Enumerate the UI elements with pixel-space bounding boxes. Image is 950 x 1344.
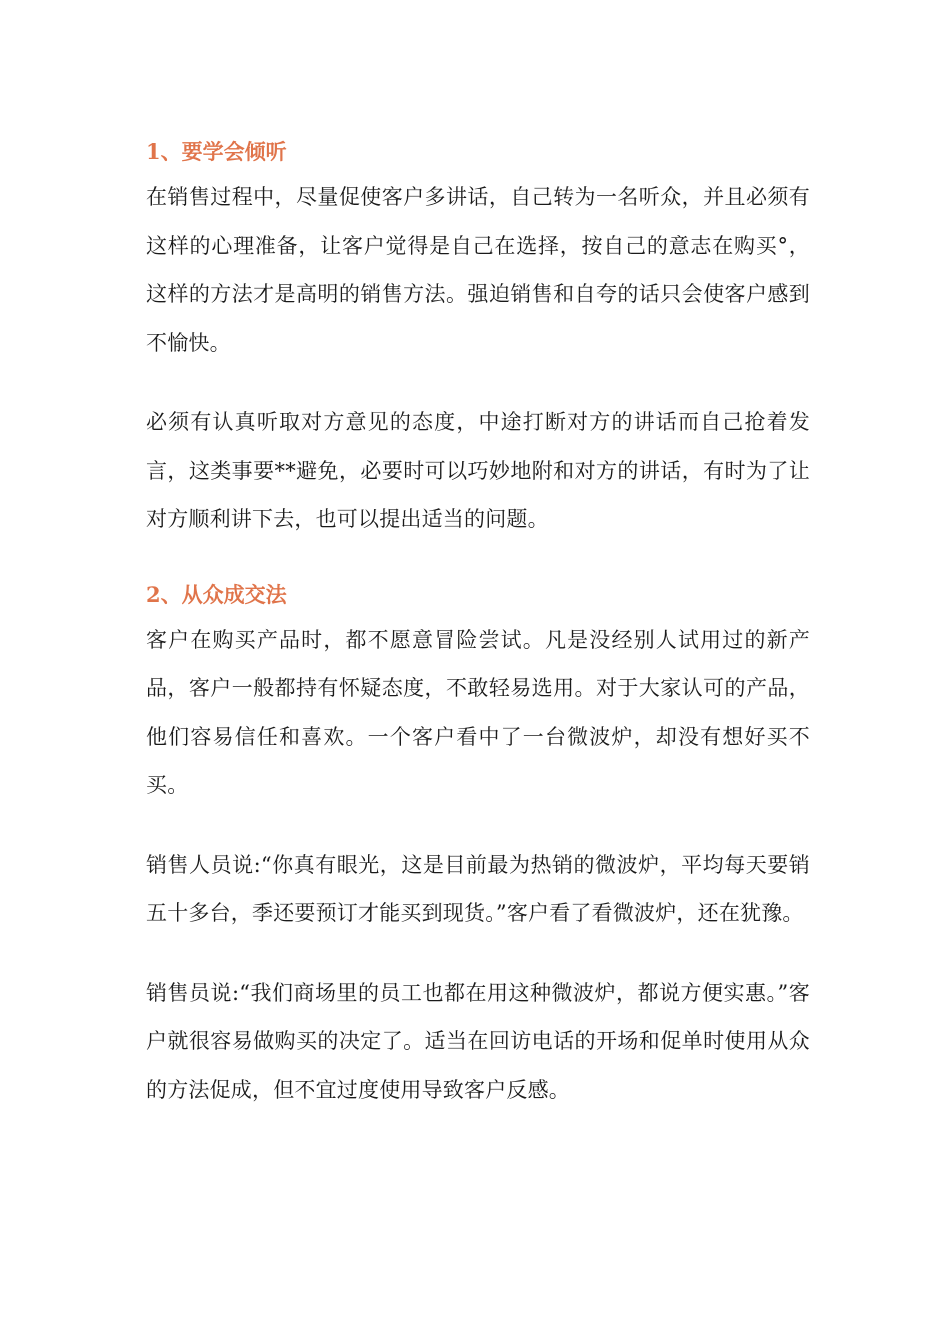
section-listening	[146, 132, 810, 544]
paragraph: 销售员说:“我们商场里的员工也都在用这种微波炉，都说方便实惠。”客户就很容易做购买的决定了。适当在回访电话的开场和促单时使用从众的方法促成，但不宜过度使用导致客户反感。	[146, 980, 810, 1102]
paragraph: 在销售过程中，尽量促使客户多讲话，自己转为一名听众，并且必须有这样的心理准备，让客户觉得是自己在选择，按自己的意志在购买°，这样的方法才是高明的销售方法。强迫销售和自夸的话只会使客户感到不愉快。	[146, 185, 810, 355]
section-herd-closing	[146, 575, 810, 1115]
paragraph: 客户在购买产品时，都不愿意冒险尝试。凡是没经别人试用过的新产品，客户一般都持有怀疑态度，不敢轻易选用。对于大家认可的产品，他们容易信任和喜欢。一个客户看中了一台微波炉，却没有想好买不买。	[146, 627, 810, 797]
section-heading: 1、要学会倾听	[146, 139, 287, 164]
paragraph: 必须有认真听取对方意见的态度，中途打断对方的讲话而自己抢着发言，这类事要**避免，必要时可以巧妙地附和对方的讲话，有时为了让对方顺利讲下去，也可以提出适当的问题。	[146, 410, 810, 531]
paragraph: 销售人员说:“你真有眼光，这是目前最为热销的微波炉，平均每天要销五十多台，季还要预订才能买到现货。”客户看了看微波炉，还在犹豫。	[146, 852, 810, 925]
section-heading: 2、从众成交法	[146, 581, 287, 607]
document-body	[146, 132, 810, 1114]
